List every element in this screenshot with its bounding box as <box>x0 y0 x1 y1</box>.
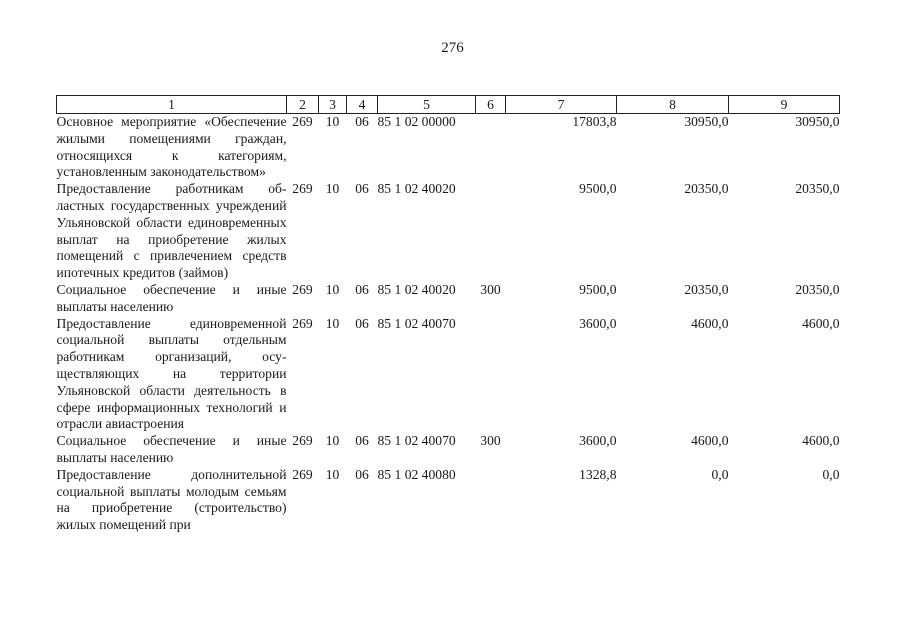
row-name: Предоставление работникам областных государственных учреждений Ульяновской области единовременных выплат на приобретение жилых помещений с привлечением средств ипотечных кредитов (займов) <box>56 181 287 281</box>
row-amount-year3: 0,0 <box>822 466 840 482</box>
table-row <box>57 181 840 282</box>
row-section: 10 <box>325 315 340 331</box>
row-ministry-code: 269 <box>292 114 313 129</box>
row-amount-year1: 3600,0 <box>579 315 617 331</box>
row-amount-year1: 3600,0 <box>579 433 617 449</box>
row-target-article: 85 1 02 40020 <box>377 281 456 297</box>
row-amount-year2: 20350,0 <box>684 181 729 197</box>
row-subsection: 06 <box>355 181 369 197</box>
col-header-5: 5 <box>378 96 476 114</box>
row-target-article: 85 1 02 40070 <box>377 315 456 331</box>
row-section: 10 <box>325 466 340 482</box>
row-subsection: 06 <box>355 433 369 449</box>
col-header-7: 7 <box>506 96 617 114</box>
row-ministry-code: 269 <box>292 181 313 197</box>
table-row <box>57 433 840 467</box>
row-subsection: 06 <box>355 315 369 331</box>
row-section: 10 <box>325 181 340 197</box>
header-row <box>57 96 840 114</box>
row-target-article: 85 1 02 00000 <box>377 114 456 129</box>
row-name: Основное мероприятие «Обеспечение жилыми помещениями граждан, относящихся к категориям, установленным законодательством» <box>56 114 287 180</box>
col-header-1: 1 <box>57 96 287 114</box>
row-ministry-code: 269 <box>292 466 313 482</box>
row-subsection: 06 <box>355 281 369 297</box>
col-header-3: 3 <box>319 96 347 114</box>
row-expense-type <box>476 114 506 182</box>
row-ministry-code: 269 <box>292 433 313 449</box>
row-amount-year3: 20350,0 <box>795 181 840 197</box>
row-expense-type <box>476 316 506 434</box>
row-amount-year1: 9500,0 <box>579 181 617 197</box>
row-amount-year2: 0,0 <box>711 466 729 482</box>
row-amount-year1: 1328,8 <box>579 466 617 482</box>
row-amount-year3: 30950,0 <box>795 114 840 129</box>
row-target-article: 85 1 02 40080 <box>377 466 456 482</box>
row-amount-year2: 20350,0 <box>684 281 729 297</box>
col-header-4: 4 <box>347 96 378 114</box>
col-header-6: 6 <box>476 96 506 114</box>
row-target-article: 85 1 02 40070 <box>377 433 456 449</box>
row-amount-year2: 4600,0 <box>691 433 729 449</box>
col-header-2: 2 <box>287 96 319 114</box>
row-section: 10 <box>325 433 340 449</box>
table-row <box>57 114 840 182</box>
row-amount-year3: 20350,0 <box>795 281 840 297</box>
row-amount-year3: 4600,0 <box>802 315 840 331</box>
row-expense-type <box>476 181 506 282</box>
page-number: 276 <box>441 40 464 56</box>
row-section: 10 <box>325 281 340 297</box>
row-amount-year2: 30950,0 <box>684 114 729 129</box>
table-row <box>57 316 840 434</box>
row-name: Социальное обеспечение и иные выплаты населению <box>56 433 287 465</box>
row-name: Социальное обеспечение и иные выплаты населению <box>56 281 287 314</box>
row-name: Предоставление единовременной социальной выплаты отдельным работникам организаций, осуществляющих на территории Ульяновской области деятельность в сфере информационных технологий и отрасли авиастроения <box>56 315 287 432</box>
budget-table <box>56 95 840 534</box>
row-ministry-code: 269 <box>292 315 313 331</box>
row-subsection: 06 <box>355 114 369 129</box>
row-subsection: 06 <box>355 466 369 482</box>
row-amount-year2: 4600,0 <box>691 315 729 331</box>
row-amount-year3: 4600,0 <box>802 433 840 449</box>
row-amount-year1: 17803,8 <box>572 114 617 129</box>
row-section: 10 <box>325 114 340 129</box>
col-header-9: 9 <box>729 96 840 114</box>
row-expense-type: 300 <box>480 281 501 297</box>
row-amount-year1: 9500,0 <box>579 281 617 297</box>
row-expense-type: 300 <box>480 433 501 449</box>
row-ministry-code: 269 <box>292 281 313 297</box>
table-row <box>57 282 840 316</box>
table-row <box>57 467 840 534</box>
row-name: Предоставление дополнительной социальной выплаты молодым семьям на приобретение (строительство) жилых помещений при <box>56 466 287 533</box>
col-header-8: 8 <box>617 96 729 114</box>
row-expense-type <box>476 467 506 534</box>
row-target-article: 85 1 02 40020 <box>377 181 456 197</box>
